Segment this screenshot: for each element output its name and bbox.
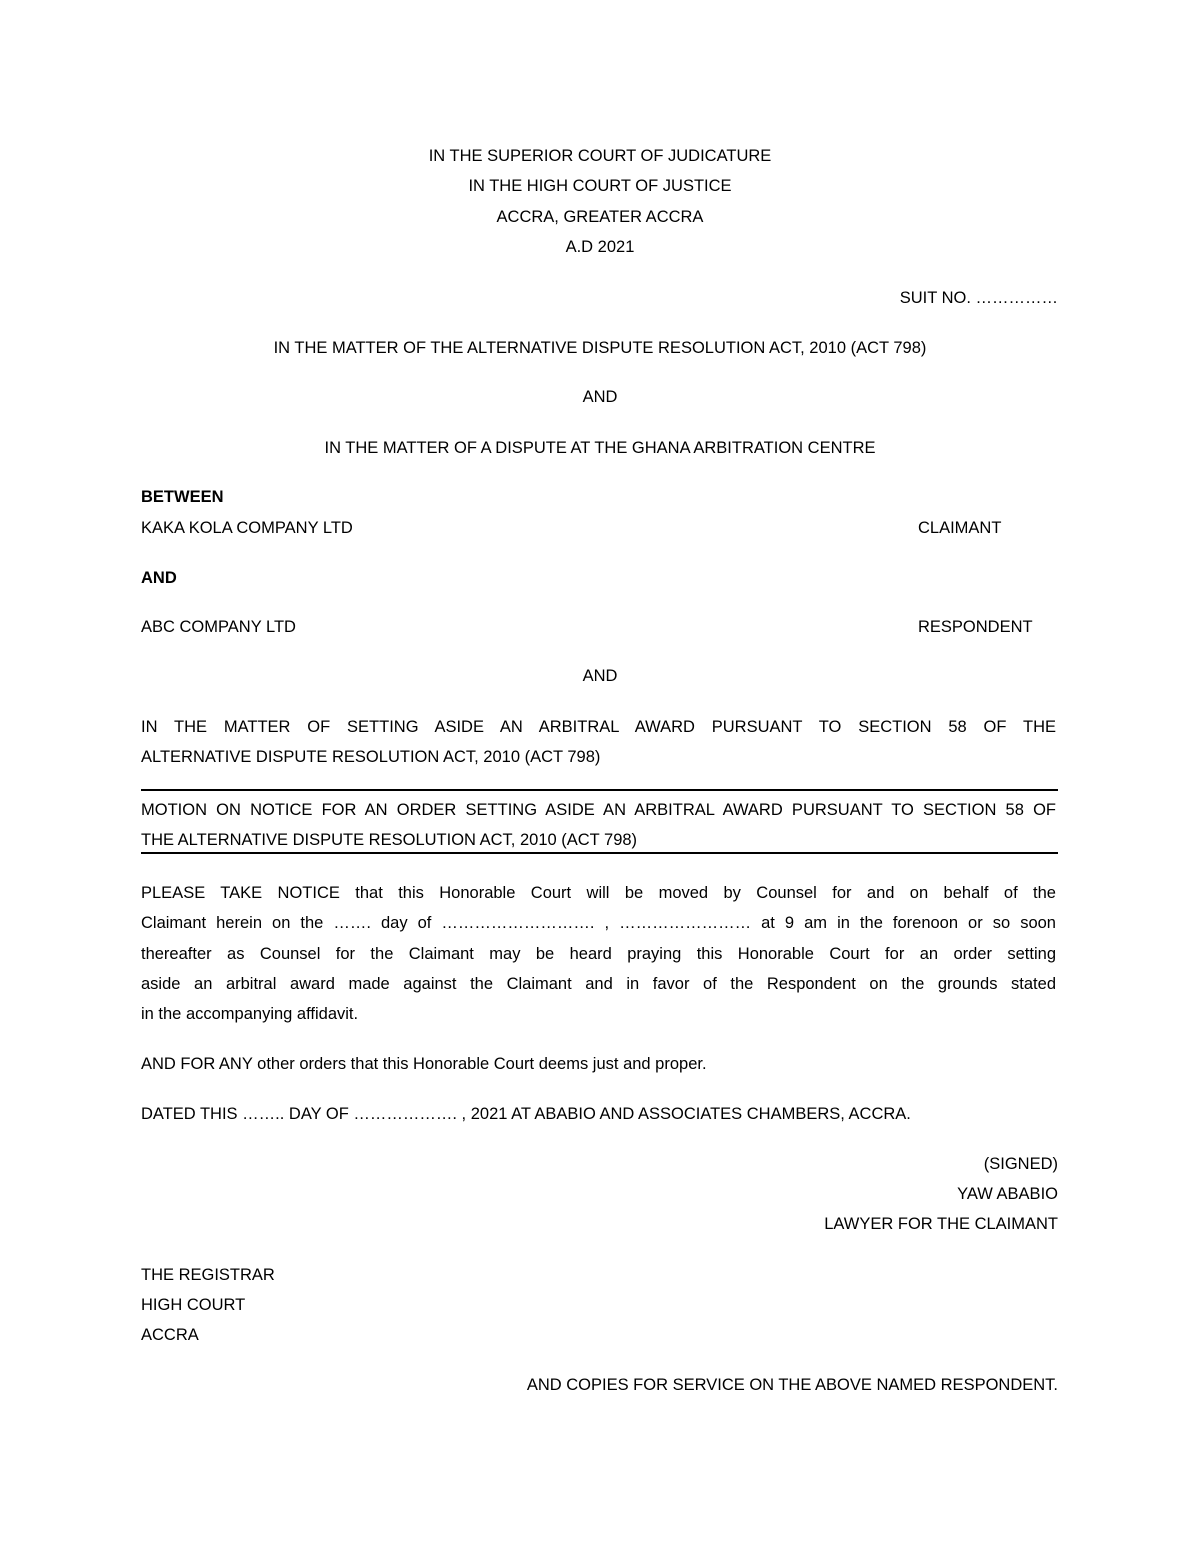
court-header-line-1: IN THE SUPERIOR COURT OF JUDICATURE (428, 147, 772, 165)
court-header-line-2: IN THE HIGH COURT OF JUSTICE (468, 177, 732, 195)
court-header-line-3: ACCRA, GREATER ACCRA (496, 208, 704, 226)
dated-line: DATED THIS …….. DAY OF ………………. , 2021 AT ABABIO AND ASSOCIATES CHAMBERS, ACCRA. (141, 1105, 911, 1123)
between-label: BETWEEN (141, 488, 224, 506)
matter-heading-act: IN THE MATTER OF THE ALTERNATIVE DISPUTE RESOLUTION ACT, 2010 (ACT 798) (273, 339, 927, 357)
matter-setting-aside-line-1: IN THE MATTER OF SETTING ASIDE AN ARBITRAL AWARD PURSUANT TO SECTION 58 OF THE (141, 718, 1056, 736)
matter-heading-dispute: IN THE MATTER OF A DISPUTE AT THE GHANA ARBITRATION CENTRE (324, 439, 876, 457)
notice-paragraph-line-4: aside an arbitral award made against the Claimant and in favor of the Respondent on the grounds stated (141, 975, 1056, 993)
parties-and-label: AND (141, 569, 177, 587)
copies-for-service: AND COPIES FOR SERVICE ON THE ABOVE NAMED RESPONDENT. (526, 1376, 1058, 1394)
claimant-name: KAKA KOLA COMPANY LTD (141, 519, 353, 537)
other-orders-paragraph: AND FOR ANY other orders that this Honorable Court deems just and proper. (141, 1055, 707, 1073)
notice-paragraph-line-5: in the accompanying affidavit. (141, 1005, 359, 1023)
court-header-year: A.D 2021 (565, 238, 635, 256)
notice-paragraph-line-2: Claimant herein on the ……. day of ………………………. , …………………… at 9 am in the forenoon or so soon (141, 914, 1056, 932)
motion-title-line-2: THE ALTERNATIVE DISPUTE RESOLUTION ACT, 2010 (ACT 798) (141, 831, 638, 849)
signature-title: LAWYER FOR THE CLAIMANT (824, 1215, 1058, 1233)
addressee-line-3: ACCRA (141, 1326, 199, 1344)
motion-title-top-rule (141, 789, 1058, 791)
claimant-role: CLAIMANT (918, 519, 1002, 537)
notice-paragraph-line-3: thereafter as Counsel for the Claimant may be heard praying this Honorable Court for an order setting (141, 945, 1056, 963)
suit-number: SUIT NO. …………… (899, 289, 1058, 307)
signature-signed: (SIGNED) (983, 1155, 1058, 1173)
motion-title-line-1: MOTION ON NOTICE FOR AN ORDER SETTING ASIDE AN ARBITRAL AWARD PURSUANT TO SECTION 58 OF (141, 801, 1056, 819)
notice-paragraph-line-1: PLEASE TAKE NOTICE that this Honorable Court will be moved by Counsel for and on behalf of the (141, 884, 1056, 902)
addressee-line-2: HIGH COURT (141, 1296, 246, 1314)
matter-setting-aside-line-2: ALTERNATIVE DISPUTE RESOLUTION ACT, 2010 (ACT 798) (141, 748, 601, 766)
respondent-role: RESPONDENT (918, 618, 1033, 636)
respondent-name: ABC COMPANY LTD (141, 618, 296, 636)
signature-name: YAW ABABIO (957, 1185, 1058, 1203)
motion-title-bottom-rule (141, 852, 1058, 854)
addressee-line-1: THE REGISTRAR (141, 1266, 275, 1284)
and-separator-2: AND (582, 667, 618, 685)
and-separator-1: AND (582, 388, 618, 406)
